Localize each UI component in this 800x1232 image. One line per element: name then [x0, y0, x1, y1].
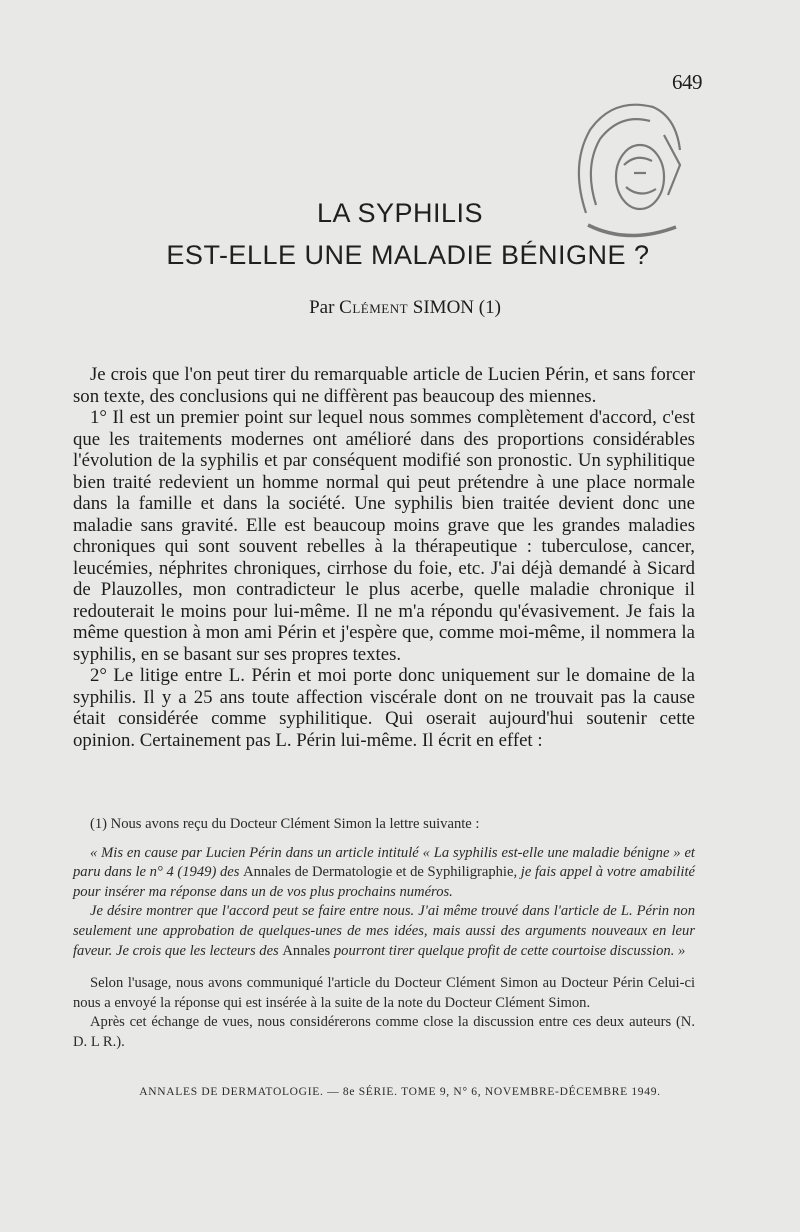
author-surname: SIMON	[412, 297, 475, 318]
footnote-intro: (1) Nous avons reçu du Docteur Clément Simon la lettre suivante :	[90, 816, 480, 832]
byline	[0, 297, 800, 319]
footnote-journal-name: Annales de Dermatologie et de Syphiligraphie,	[243, 864, 518, 881]
page-number: 649	[672, 70, 702, 94]
footnote-quote-text: « Mis en cause par Lucien Périn dans un article intitulé « La syphilis est-elle une maladie bénigne » et paru dans le n° 4 (1949) des	[73, 844, 695, 881]
footnote-quote-text: Je désire montrer que l'accord peut se faire entre nous. J'ai même trouvé dans l'article de L. Périn non seulement une approbation de quelques-unes de mes idées, mais aussi des arguments nouveaux en leur faveur. Je crois que les lecteurs des	[73, 903, 695, 959]
editor-note: Après cet échange de vues, nous considérerons comme close la discussion entre ces deux auteurs (N. D. L R.).	[73, 1014, 695, 1050]
footnote-quote-text: je fais appel à votre amabilité pour insérer ma réponse dans un de vos plus prochains numéros.	[73, 864, 695, 900]
body-paragraph: Je crois que l'on peut tirer du remarquable article de Lucien Périn, et sans forcer son texte, des conclusions qui ne diffèrent pas beaucoup des miennes.	[73, 364, 695, 407]
footnote-quote	[73, 844, 695, 903]
author-first-name: Clément	[339, 297, 409, 318]
title-line-2: EST-ELLE UNE MALADIE BÉNIGNE ?	[166, 240, 650, 270]
footnote-quote	[73, 902, 695, 961]
running-footer: ANNALES DE DERMATOLOGIE. — 8e SÉRIE. TOME 9, N° 6, NOVEMBRE-DÉCEMBRE 1949.	[139, 1086, 661, 1098]
body-paragraph: 2° Le litige entre L. Périn et moi porte donc uniquement sur le domaine de la syphilis. Il y a 25 ans toute affection viscérale dont on ne trouvait pas la cause était considérée comme syphilitique. Qui oserait aujourd'hui soutenir cette opinion. Certainement pas L. Périn lui-même. Il écrit en effet :	[73, 665, 695, 751]
footnote-journal-name: Annales	[282, 942, 331, 959]
footnote-block	[73, 815, 695, 1062]
footnote-quote-text: pourront tirer quelque profit de cette courtoise discussion. »	[330, 942, 686, 959]
body-paragraph: 1° Il est un premier point sur lequel nous sommes complètement d'accord, c'est que les traitements modernes ont amélioré dans des proportions considérables l'évolution de la syphilis et par conséquent modifié son pronostic. Un syphilitique bien traité redevient un homme normal qui peut prétendre à une place normale dans la famille et dans la société. Une syphilis bien traitée devient donc une maladie sans gravité. Elle est beaucoup moins grave que les grandes maladies chroniques qui sont souvent rebelles à la thérapeutique : tuberculose, cancer, leucémies, néphrites chroniques, cirrhose du foie, etc. J'ai déjà demandé à Sicard de Plauzolles, mon contradicteur le plus acerbe, quelle maladie chronique il redouterait le moins pour lui-même. Il ne m'a répondu qu'évasivement. Je fais la même question à mon ami Périn et j'espère que, comme moi-même, il nommera la syphilis, en se basant sur ses propres textes.	[73, 407, 695, 665]
editor-note: Selon l'usage, nous avons communiqué l'article du Docteur Clément Simon au Docteur Périn Celui-ci nous a envoyé la réponse qui est insérée à la suite de la note du Docteur Clément Simon.	[73, 975, 695, 1011]
title-line-1: LA SYPHILIS	[316, 198, 484, 228]
article-body	[73, 364, 695, 751]
footnote-reference: (1)	[478, 297, 501, 318]
byline-prefix: Par	[309, 297, 335, 318]
